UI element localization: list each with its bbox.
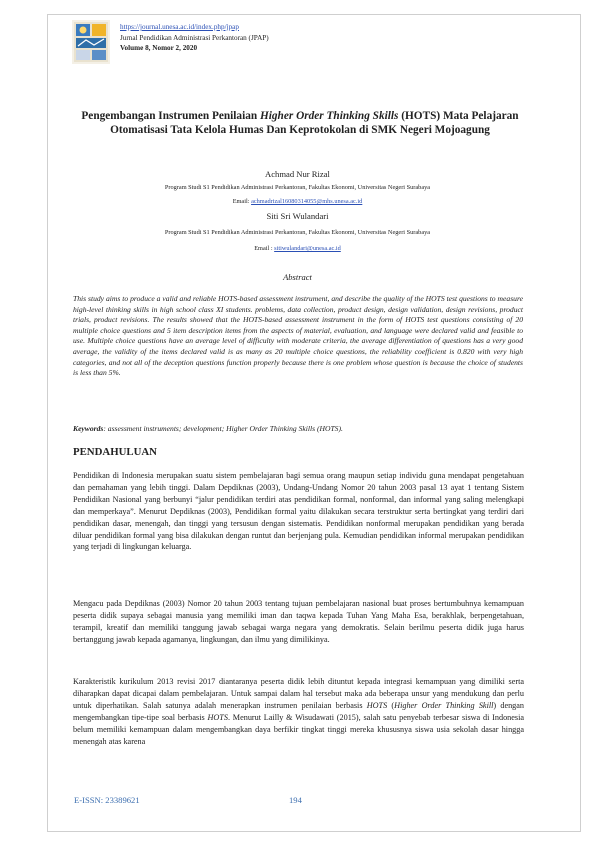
p3-text-b: (	[387, 700, 395, 710]
email-label-2: Email :	[254, 245, 275, 252]
author-email-2	[0, 245, 595, 252]
p3-italic-1: HOTS	[366, 700, 388, 710]
keywords-text: : assessment instruments; development; Higher Order Thinking Skills (HOTS).	[103, 424, 343, 433]
p3-italic-3: HOTS	[207, 712, 228, 722]
keywords	[73, 424, 523, 433]
abstract-heading: Abstract	[283, 272, 312, 282]
section-heading: PENDAHULUAN	[73, 446, 157, 458]
p3-text-d: . Menurut Lailly & Wisudawati (2015), salah satu penyebab terbesar siswa di Indonesia belum memiliki kemampuan dalam mengembangkan daya berfikir tingkat tinggi mereka khususnya siswa usia sekolah dasar hingga menengah atas karena	[73, 712, 524, 746]
title-part-1: Pengembangan Instrumen Penilaian	[81, 110, 260, 122]
author-affiliation-1: Program Studi S1 Pendidikan Administrasi Perkantoran, Fakultas Ekonomi, Universitas Negeri Surabaya	[164, 184, 431, 191]
paragraph-2: Mengacu pada Depdiknas (2003) Nomor 20 tahun 2003 tentang tujuan pembelajaran nasional buat proses bertumbuhnya kemampuan peserta didik supaya sebagai manusia yang memiliki iman dan taqwa kepada Tuhan Yang Maha Esa, berakhlak, berpengetahuan, terampil, kreatif dan memiliki tanggung jawab sebagai warga negara yang demokratis. Selain berilmu peserta didik juga harus bertanggung jawab kepada agamanya, lingkungan, dan ilmu yang dimilikinya.	[73, 599, 524, 644]
paragraph-3	[73, 676, 524, 747]
paper-title	[80, 109, 520, 137]
p3-text-a: Karakteristik kurikulum 2013 revisi 2017 diantaranya peserta didik lebih dituntut kepada integrasi kemampuan yang dimiliki serta diharapkan dapat dicapai dalam pembelajaran. Untuk sampai dalam hal tersebut maka ada beberapa unsur yang mendukung dan perlu untuk diperhatikan. Salah satunya adalah menerapkan instrumen penilaian berbasis	[73, 677, 524, 710]
journal-logo	[72, 20, 110, 64]
keywords-label: Keywords	[73, 424, 104, 433]
paragraph-1: Pendidikan di Indonesia merupakan suatu sistem pembelajaran bagi semua orang maupun setiap individu guna mendapat pengetahuan dan pemahaman yang lebih tinggi. Dalam Depdiknas (2003), Undang-Undang Nomor 20 tahun 2003 pasal 13 ayat 1 tentang Sistem Pendidikan Nasional yang berbunyi “jalur pendidikan terdiri atas pendidikan formal, nonformal, dan informal yang saling melengkapi dan memperkaya”. Menurut Depdiknas (2003), Pendidikan formal yaitu dilakukan secara terstruktur serta bertingkat yang terdiri dari pendidikan dasar, menengah, dan tinggi yang tersusun dengan sistematis. Pendidikan nonformal merupakan pendidikan yang berada diluar pendidikan formal yang bisa dilakukan dengan runtut dan berjenjang pula. Kemudian pendidikan informal merupakan pendidikan yang terjadi di lingkungan keluarga.	[73, 471, 524, 552]
title-italic: Higher Order Thinking Skills	[259, 110, 399, 122]
author-affiliation-2: Program Studi S1 Pendidikan Administrasi Perkantoran, Fakultas Ekonomi, Universitas Negeri Surabaya	[164, 229, 431, 236]
journal-header	[120, 22, 269, 54]
journal-name: Jurnal Pendidikan Administrasi Perkantoran (JPAP)	[120, 33, 269, 42]
author-name-2: Siti Sri Wulandari	[266, 211, 329, 221]
email-link-1[interactable]: achmadrizal16080314055@mhs.unesa.ac.id	[251, 198, 363, 205]
title-part-2: (HOTS) Mata Pelajaran Otomatisasi Tata Kelola Humas Dan Keprotokolan di SMK Negeri Mojoagung	[110, 110, 519, 136]
journal-url-link[interactable]: https://journal.unesa.ac.id/index.php/jpap	[120, 23, 239, 31]
author-email-1	[0, 198, 595, 205]
p3-text-c: ) dengan mengembangkan tipe-tipe soal berbasis	[73, 700, 524, 722]
author-name-1: Achmad Nur Rizal	[265, 169, 330, 179]
footer-issn: E-ISSN: 23389621	[74, 795, 140, 805]
email-label-1: Email:	[232, 198, 252, 205]
p3-italic-2: Higher Order Thinking Skill	[394, 700, 494, 710]
footer-page-number: 194	[289, 795, 302, 805]
journal-volume: Volume 8, Nomor 2, 2020	[120, 44, 198, 52]
abstract-text: This study aims to produce a valid and reliable HOTS-based assessment instrument, and describe the quality of the HOTS test questions to measure high-level thinking skills in high school class XI students. problems, data collection, product design, design validation, design revisions, product trials, product revisions. The results showed that the HOTS-based assessment instrument in the form of HOTS test questions consisting of 20 multiple choice questions and 5 item description items from the aspects of material, evaluation, and language were declared valid and feasible to use. Multiple choice questions have an average level of difficulty with moderate criteria, the average differentiation of questions has a very good average, the validity of the items declared valid is as many as 20 multiple choice questions, the reliability coefficient is 0.820 with very high categories, and not all of the deception questions function properly because there is one problem whose question is because the choice of students is less than 5%.	[73, 294, 523, 378]
email-link-2[interactable]: sitiwulandari@unesa.ac.id	[274, 245, 341, 252]
